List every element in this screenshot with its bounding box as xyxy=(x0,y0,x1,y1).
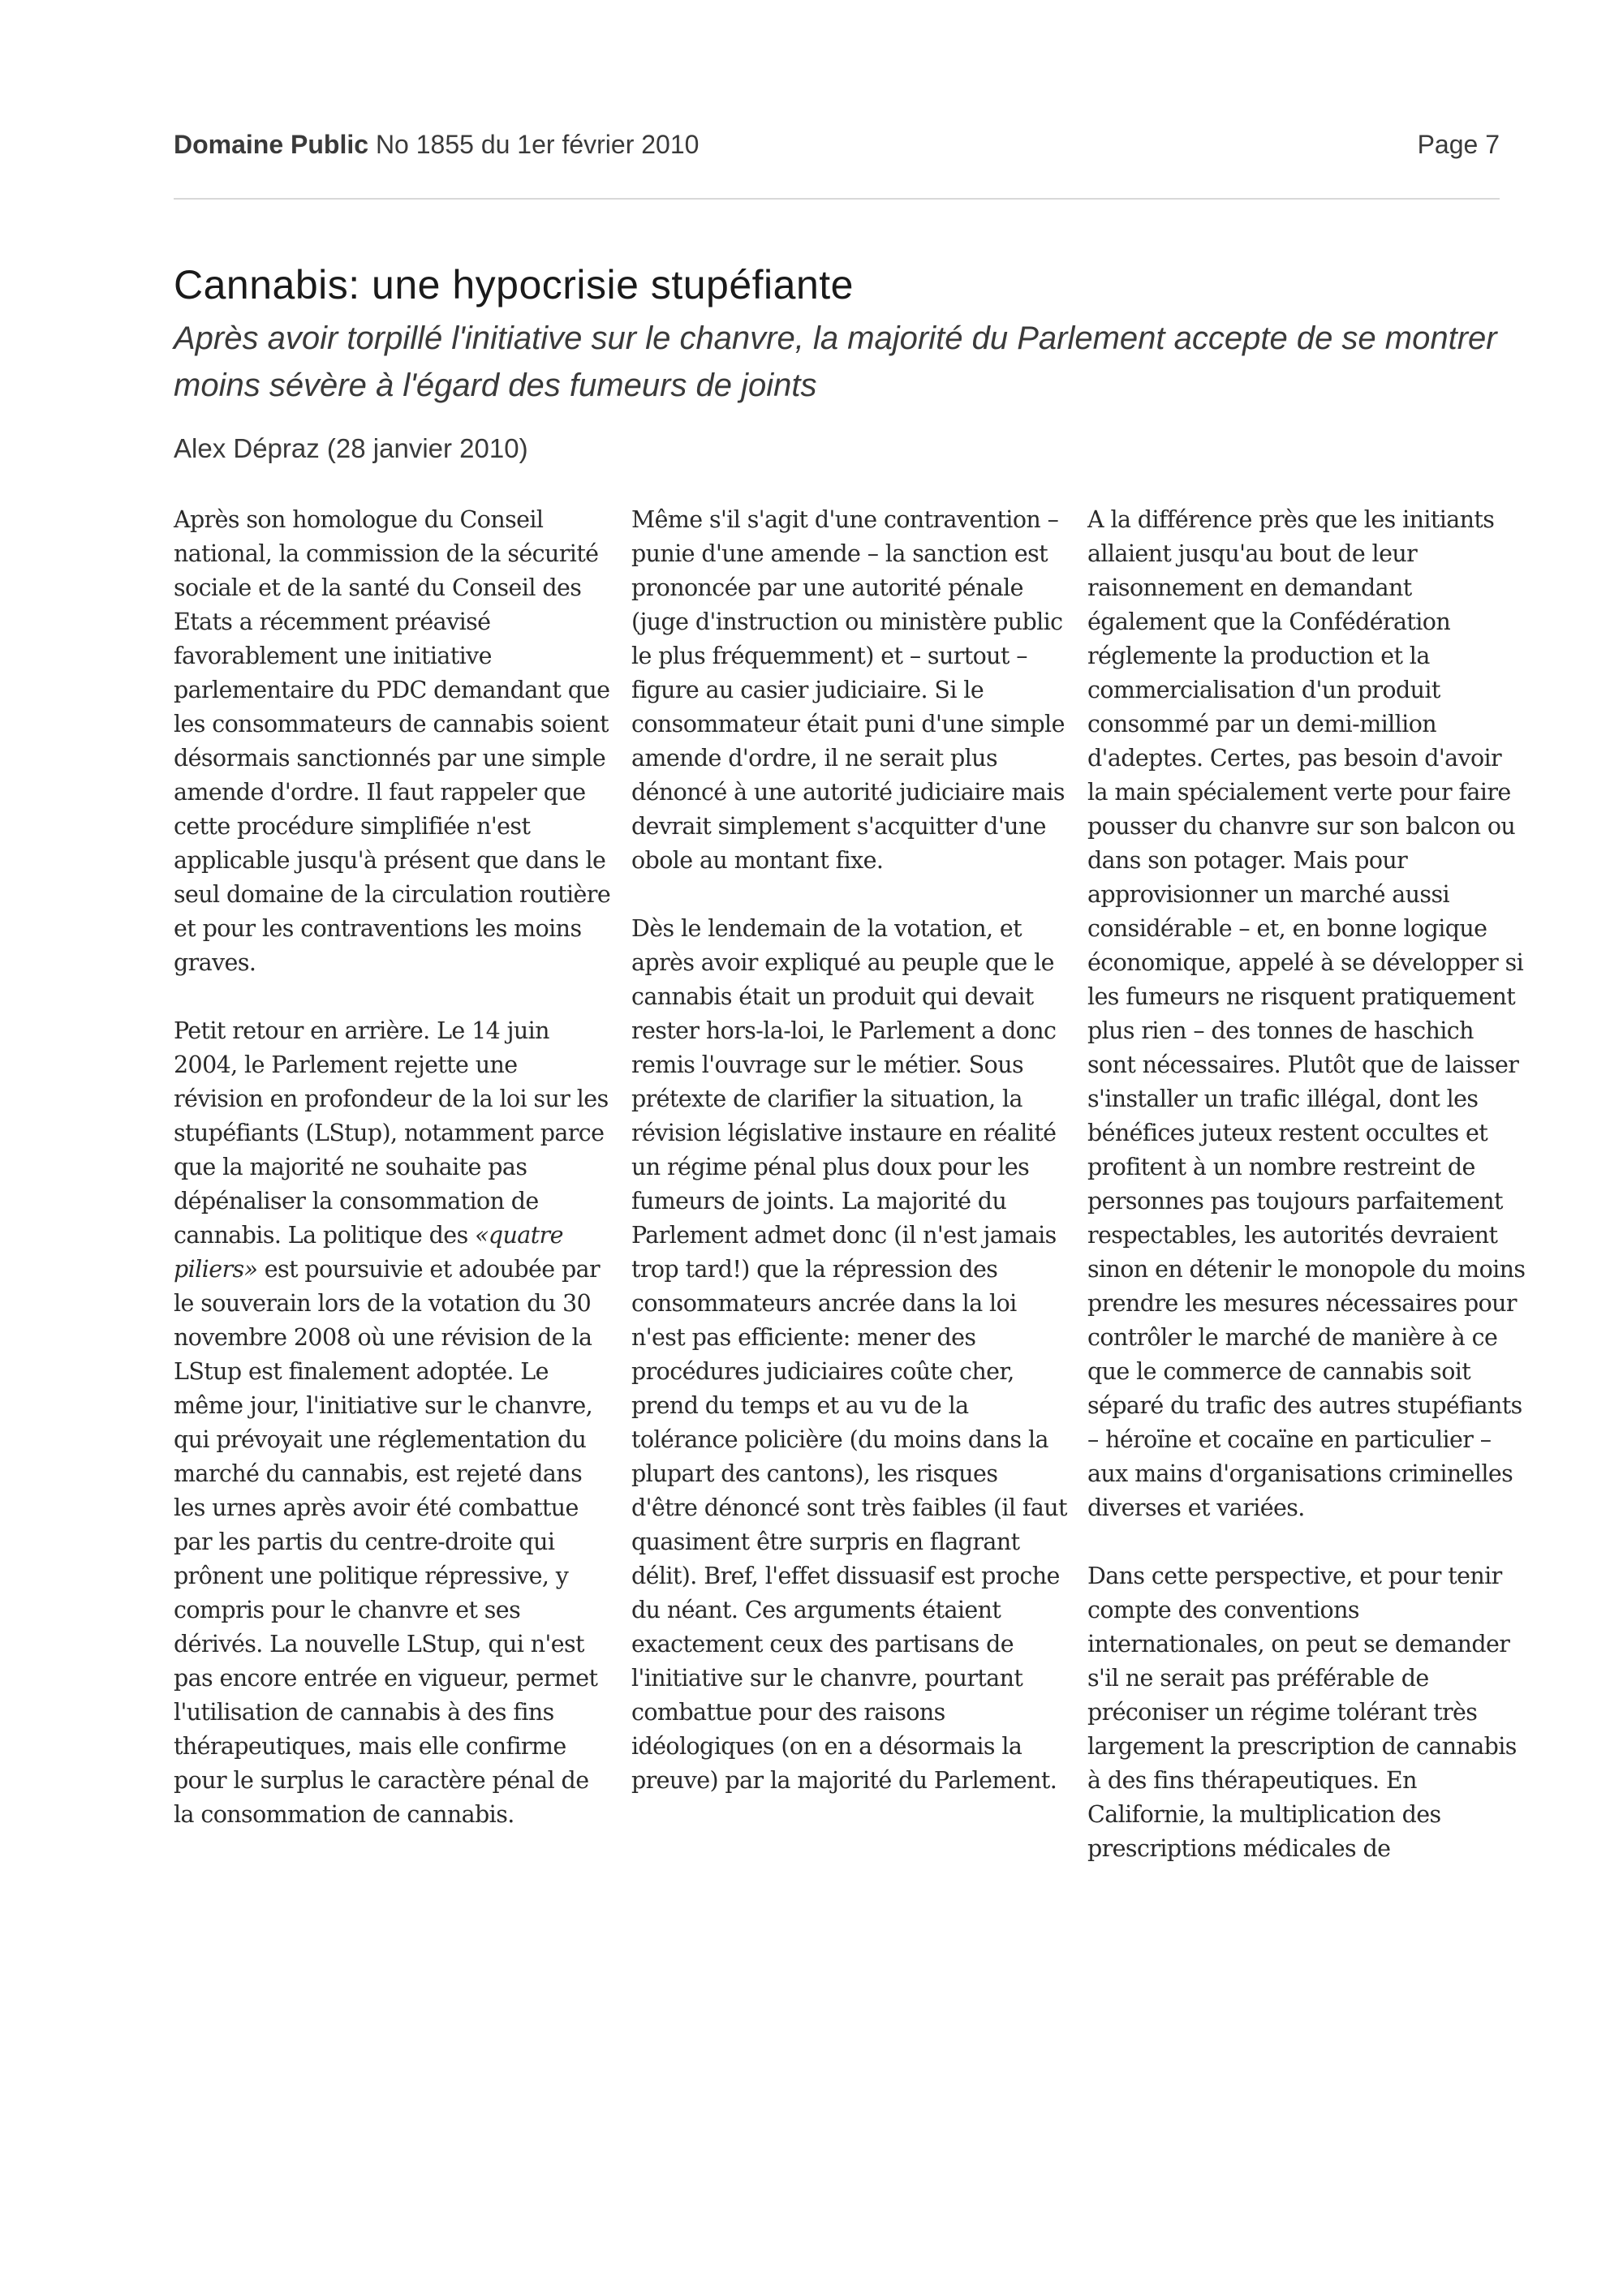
paragraph-text: est poursuivie et adoubée par le souverain lors de la votation du 30 novembre 2008 où une révision de la LStup est finalement adoptée. Le même jour, l'initiative sur le chanvre, qui prévoyait une réglementation du marché du cannabis, est rejeté dans les urnes après avoir été combattue par les partis du centre-droite qui prônent une politique répressive, y compris pour le chanvre et ses dérivés. La nouvelle LStup, qui n'est pas encore entrée en vigueur, permet l'utilisation de cannabis à des fins thérapeutiques, mais elle confirme pour le surplus le caractère pénal de la consommation de cannabis. xyxy=(174,1256,601,1828)
paragraph: A la différence près que les initiants allaient jusqu'au bout de leur raisonnement en demandant également que la Confédération réglemente la production et la commercialisation d'un produit consommé par un demi-million d'adeptes. Certes, pas besoin d'avoir la main spécialement verte pour faire pousser du chanvre sur son balcon ou dans son potager. Mais pour approvisionner un marché aussi considérable – et, en bonne logique économique, appelé à se développer si les fumeurs ne risquent pratiquement plus rien – des tonnes de haschich sont nécessaires. Plutôt que de laisser s'installer un trafic illégal, dont les bénéfices juteux restent occultes et profitent à un nombre restreint de personnes pas toujours parfaitement respectables, les autorités devraient sinon en détenir le monopole du moins prendre les mesures nécessaires pour contrôler le marché de manière à ce que le commerce de cannabis soit séparé du trafic des autres stupéfiants – héroïne et cocaïne en particulier – aux mains d'organisations criminelles diverses et variées. xyxy=(1087,506,1526,1521)
paragraph xyxy=(174,1014,612,1832)
paragraph-text: Petit retour en arrière. Le 14 juin 2004, le Parlement rejette une révision en profondeur de la loi sur les stupéfiants (LStup), notamment parce que la majorité ne souhaite pas dépénaliser la consommation de cannabis. La politique des xyxy=(174,1017,609,1249)
paragraph: Après son homologue du Conseil national, la commission de la sécurité sociale et de la santé du Conseil des Etats a récemment préavisé favorablement une initiative parlementaire du PDC demandant que les consommateurs de cannabis soient désormais sanctionnés par une simple amende d'ordre. Il faut rappeler que cette procédure simplifiée n'est applicable jusqu'à présent que dans le seul domaine de la circulation routière et pour les contraventions les moins graves. xyxy=(174,506,611,976)
publication-name: Domaine Public xyxy=(174,130,369,159)
paragraph: Dès le lendemain de la votation, et après avoir expliqué au peuple que le cannabis était un produit qui devait rester hors-la-loi, le Parlement a donc remis l'ouvrage sur le métier. Sous prétexte de clarifier la situation, la révision législative instaure en réalité un régime pénal plus doux pour les fumeurs de joints. La majorité du Parlement admet donc (il n'est jamais trop tard!) que la répression des consommateurs ancrée dans la loi n'est pas efficiente: mener des procédures judiciaires coûte cher, prend du temps et au vu de la tolérance policière (du moins dans la plupart des cantons), les risques d'être dénoncé sont très faibles (il faut quasiment être surpris en flagrant délit). Bref, l'effet dissuasif est proche du néant. Ces arguments étaient exactement ceux des partisans de l'initiative sur le chanvre, pourtant combattue pour des raisons idéologiques (on en a désormais la preuve) par la majorité du Parlement. xyxy=(631,915,1067,1794)
text-column-3 xyxy=(1087,503,1526,1900)
quoted-term: «quatre piliers» xyxy=(174,1222,563,1283)
issue-info: No 1855 du 1er février 2010 xyxy=(368,130,700,159)
article-subtitle: Après avoir torpillé l'initiative sur le chanvre, la majorité du Parlement accepte de se montrer moins sévère à l'égard des fumeurs de joints xyxy=(174,320,1497,403)
paragraph: Dans cette perspective, et pour tenir compte des conventions internationales, on peut se demander s'il ne serait pas préférable de préconiser un régime tolérant très largement la prescription de cannabis à des fins thérapeutiques. En Californie, la multiplication des prescriptions médicales de xyxy=(1087,1563,1517,1862)
page-number: Page 7 xyxy=(1417,130,1500,159)
paragraph: Même s'il s'agit d'une contravention – punie d'une amende – la sanction est prononcée par une autorité pénale (juge d'instruction ou ministère public le plus fréquemment) et – surtout – figure au casier judiciaire. Si le consommateur était puni d'une simple amende d'ordre, il ne serait plus dénoncé à une autorité judiciaire mais devrait simplement s'acquitter d'une obole au montant fixe. xyxy=(631,506,1065,874)
text-column-2 xyxy=(631,503,1070,1832)
header-divider xyxy=(174,198,1500,200)
page-header xyxy=(174,130,1500,169)
article-title: Cannabis: une hypocrisie stupéfiante xyxy=(174,262,854,307)
text-column-1 xyxy=(174,503,612,1866)
article-byline: Alex Dépraz (28 janvier 2010) xyxy=(174,433,528,463)
